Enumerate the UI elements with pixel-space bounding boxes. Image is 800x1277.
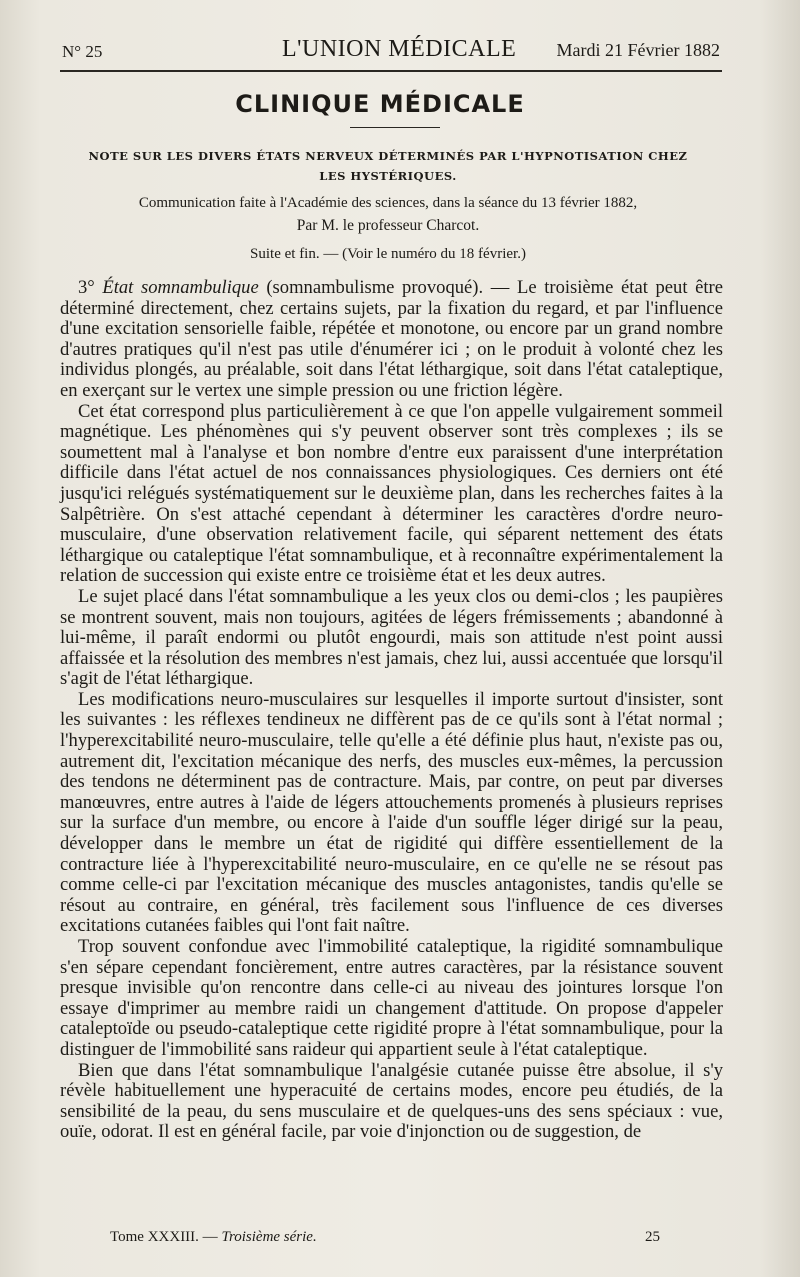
header-rule xyxy=(60,70,722,72)
continuation-note: Suite et fin. — (Voir le numéro du 18 février.) xyxy=(250,246,526,262)
paragraph: Le sujet placé dans l'état somnambulique a les yeux clos ou demi-clos ; les paupières se montrent souvent, mais non toujours, agitées de légers frémissements ; abandonné à lui-même, il paraît endormi ou plutôt engourdi, mais son attitude n'est point aussi affaissée et la résolution des membres n'est jamais, chez lui, aussi accentuée que lorsqu'il s'agit de l'état léthargique. xyxy=(60,585,723,690)
article-title: NOTE SUR LES DIVERS ÉTATS NERVEUX DÉTERMINÉS PAR L'HYPNOTISATION CHEZ LES HYSTÉRIQUES. xyxy=(88,149,688,183)
item-number: 3° xyxy=(78,277,95,298)
issue-number: N° 25 xyxy=(62,42,103,61)
journal-title: L'UNION MÉDICALE xyxy=(282,36,517,62)
paragraph: Les modifications neuro-musculaires sur lesquelles il importe surtout d'insister, sont les suivantes : les réflexes tendineux ne diffèrent pas de ce qu'ils sont à l'état normal ; l'hyperexcitabilité neuro-musculaire, telle qu'elle a été définie plus haut, n'existe pas ou, autrement dit, l'excitation mécanique des nerfs, des muscles eux-mêmes, la percussion des tendons ne déterminent pas de contracture. Mais, par contre, on peut par diverses manœuvres, entre autres à l'aide de légers attouchements promenés à plusieurs reprises sur la surface d'un membre, ou encore à l'aide d'un souffle léger dirigé sur la peau, développer dans le membre un état de rigidité qui diffère essentiellement de la contracture liée à l'hyperexcitabilité neuro-musculaire, en ce qu'elle ne se résout pas comme celle-ci par l'excitation mécanique des muscles antagonistes, tandis qu'elle se résout au contraire, en général, très facilement sous l'influence de ces diverses excitations cutanées faibles qui l'ont fait naître. xyxy=(60,688,723,937)
item-heading: État somnambulique xyxy=(102,277,259,298)
page-header xyxy=(62,34,720,68)
paragraph: 3° État somnambulique (somnambulisme provoqué). — Le troisième état peut être déterminé directement, chez certains sujets, par la fixation du regard, et par l'influence d'une excitation sensorielle faible, répétée et monotone, ou encore par un grand nombre d'autres pratiques qu'il n'est pas utile d'énumérer ici ; on le produit à volonté chez les individus plongés, au préalable, soit dans l'état léthargique, soit dans l'état cataleptique, en exerçant sur le vertex une simple pression ou une friction légère. xyxy=(60,277,723,401)
paragraph: Cet état correspond plus particulièrement à ce que l'on appelle vulgairement sommeil magnétique. Les phénomènes qui s'y peuvent observer sont très complexes ; ils se soumettent mal à l'analyse et bon nombre d'entre eux paraissent d'une interprétation difficile dans l'état actuel de nos connaissances physiologiques. Ces derniers ont été jusqu'ici relégués systématiquement sur le deuxième plan, dans les recherches faites à la Salpêtrière. On s'est attaché cependant à déterminer les caractères d'ordre neuro-musculaire, d'une observation relativement facile, qui séparent nettement des états léthargique ou cataleptique l'état somnambulique, et à reconnaître expérimentalement la relation de succession qui existe entre ce troisième état et les deux autres. xyxy=(60,400,723,587)
communication-note: Communication faite à l'Académie des sciences, dans la séance du 13 février 1882, xyxy=(138,195,638,211)
paragraph: Trop souvent confondue avec l'immobilité cataleptique, la rigidité somnambulique s'en sépare cependant foncièrement, entre autres caractères, par la résistance souvent presque invisible qu'on rencontre dans celle-ci au niveau des jointures lorsque l'on essaye d'imprimer au membre raidi un changement d'attitude. On propose d'appeler cataleptoïde ou pseudo-cataleptique cette rigidité propre à l'état somnambulique, pour la distinguer de l'immobilité sans raideur qui appartient seule à l'état cataleptique. xyxy=(60,936,723,1060)
section-title: CLINIQUE MÉDICALE xyxy=(235,90,525,118)
author-line: Par M. le professeur Charcot. xyxy=(296,217,480,234)
page-footer xyxy=(110,1229,660,1253)
issue-date: Mardi 21 Février 1882 xyxy=(556,40,720,60)
section-rule xyxy=(350,127,440,128)
paragraph: Bien que dans l'état somnambulique l'analgésie cutanée puisse être absolue, il s'y révèle habituellement une hyperacuité de certains modes, encore peu étudiés, de la sensibilité de la peau, du sens musculaire et de quelques-uns des sens spéciaux : vue, ouïe, odorat. Il est en général facile, par voie d'injonction ou de suggestion, de xyxy=(60,1059,723,1143)
article-body xyxy=(60,278,723,1143)
volume-info: Tome XXXIII. — Troisième série. xyxy=(110,1229,317,1245)
page-number: 25 xyxy=(645,1229,660,1245)
